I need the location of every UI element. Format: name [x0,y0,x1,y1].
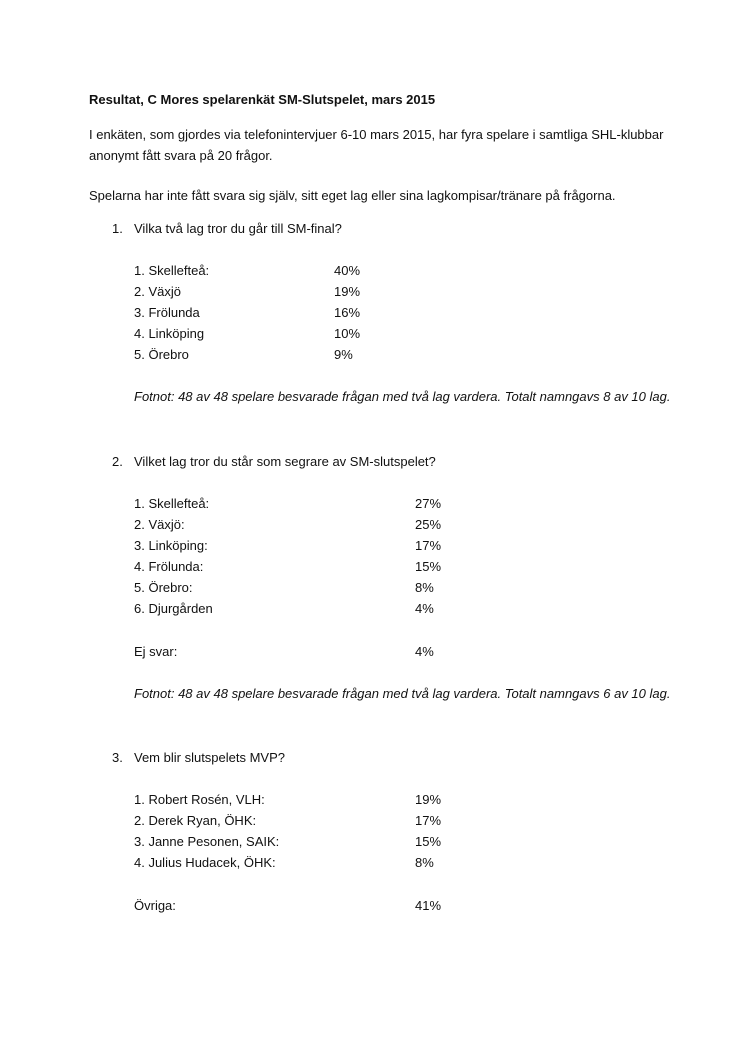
answer-value: 15% [415,834,442,849]
answer-label: 5. Örebro [134,347,189,362]
answer-row [134,556,442,577]
answer-label: Övriga: [134,898,176,913]
answer-value: 17% [415,813,442,828]
answer-row [134,598,434,619]
answer-label: 2. Växjö [134,284,181,299]
footnote: Fotnot: 48 av 48 spelare besvarade frågan med två lag vardera. Totalt namngavs 6 av 10 lag. [134,686,671,701]
answer-row [134,831,442,852]
answer-label: 1. Skellefteå: [134,263,210,278]
answer-label: 3. Frölunda [134,305,200,320]
question-text: Vilket lag tror du står som segrare av SM-slutspelet? [134,454,436,469]
answer-row [134,810,442,831]
answer-label: 4. Linköping [134,326,205,341]
answer-value: 25% [415,517,442,532]
answer-row [134,323,361,344]
question-text: Vem blir slutspelets MVP? [134,750,286,765]
answer-value: 17% [415,538,442,553]
intro-paragraph: I enkäten, som gjordes via telefonintervjuer 6-10 mars 2015, har fyra spelare i samtliga SHL-klubbar anonymt fått svara på 20 frågor. [89,127,664,163]
page-title: Resultat, C Mores spelarenkät SM-Slutspelet, mars 2015 [89,92,436,107]
answer-label: 5. Örebro: [134,580,193,595]
answer-label: 2. Derek Ryan, ÖHK: [134,813,257,828]
answer-row [134,535,442,556]
question-number: 3. [112,750,123,765]
answer-label: 3. Linköping: [134,538,208,553]
question-2-heading [112,451,436,472]
answer-value: 10% [334,326,361,341]
answer-value: 15% [415,559,442,574]
answer-row [134,302,361,323]
question-number: 1. [112,221,123,236]
answer-label: 4. Julius Hudacek, ÖHK: [134,855,276,870]
answer-row [134,260,361,281]
answer-label: 2. Växjö: [134,517,185,532]
answer-row [134,789,442,810]
answer-value: 41% [415,898,442,913]
answer-value: 8% [415,580,434,595]
answer-label: 6. Djurgården [134,601,213,616]
question-3-heading [112,747,285,768]
answer-row [134,493,442,514]
answer-row [134,514,442,535]
answer-label: 1. Skellefteå: [134,496,210,511]
answer-value: 16% [334,305,361,320]
answer-value: 40% [334,263,361,278]
question-1-heading [112,218,342,239]
question-text: Vilka två lag tror du går till SM-final? [134,221,342,236]
answer-value: 4% [415,601,434,616]
answer-label: Ej svar: [134,644,178,659]
question-number: 2. [112,454,123,469]
answer-row [134,344,353,365]
answer-row [134,281,361,302]
answer-label: 4. Frölunda: [134,559,204,574]
intro-paragraph-2: Spelarna har inte fått svara sig själv, sitt eget lag eller sina lagkompisar/tränare på frågorna. [89,188,616,203]
answer-value: 4% [415,644,434,659]
answer-row [134,577,434,598]
answer-value: 19% [415,792,442,807]
answer-value: 9% [334,347,353,362]
answer-row [134,852,434,873]
answer-value: 27% [415,496,442,511]
answer-label: 1. Robert Rosén, VLH: [134,792,265,807]
others-row [134,895,442,916]
no-answer-row [134,641,434,662]
answer-label: 3. Janne Pesonen, SAIK: [134,834,280,849]
footnote: Fotnot: 48 av 48 spelare besvarade frågan med två lag vardera. Totalt namngavs 8 av 10 lag. [134,389,671,404]
answer-value: 8% [415,855,434,870]
answer-value: 19% [334,284,361,299]
